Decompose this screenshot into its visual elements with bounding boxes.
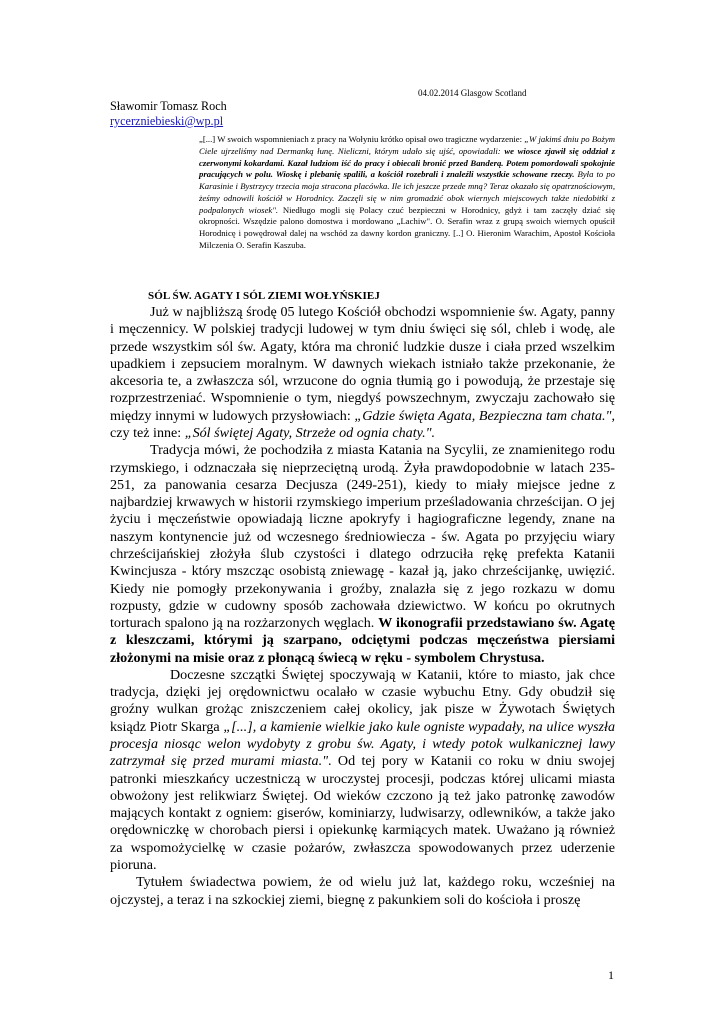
quote-plain-ending: Niedługo mogli się Polacy czuć bezpieczni w Horodnicy, gdyż i tam zaczęły dziać się okropności. Wszędzie palono domostwa i mordowano „Lachiw". O. Serafin wraz z grupą swoich wiernych opuścił Horodnicę i powędrował dalej na wschód za dawny kordon graniczny. [..] O. Hieronim Warachim, Apostoł Kościoła Milczenia O. Serafin Kaszuba. <box>199 204 616 250</box>
author-name: Sławomir Tomasz Roch <box>110 99 227 113</box>
paragraph-2-bold-iconography: W ikonografii przedstawiano św. Agatę z kleszczami, którymi ją szarpano, odciętymi podczas męczeństwa piersiami złożonymi na misie oraz z płonącą świecą w ręku - symbolem Chrystusa. <box>110 615 616 666</box>
proverb-1: „Gdzie święta Agata, Bezpieczna tam chata." <box>354 407 612 424</box>
quote-italic-part2: Była to po Karasinie i Bystrzycy trzecia moja stracona placówka. Ile ich jeszcze przede mną? Teraz okazało się opatrznościowym, żeśmy odnowili kościół w Horodnicy. Zaczęli się w nim gromadzić obok wiernych miejscowych także niedobitki z podpalonych wiosek". <box>199 169 615 215</box>
article-title: SÓL ŚW. AGATY I SÓL ZIEMI WOŁYŃSKIEJ <box>148 290 380 302</box>
page-number: 1 <box>608 968 614 982</box>
paragraph-3-text: Doczesne szczątki Świętej spoczywają w Katanii, które to miasto, jak chce tradycja, dzięki jej orędownictwu ocalało w czasie wybuchu Etny. Gdy obudził się groźny wulkan grożąc zniszczeniem całej okolicy, jak pisze w Żywotach Świętych ksiądz Piotr Skarga <box>110 666 615 735</box>
paragraph-4: Tytułem świadectwa powiem, że od wielu już lat, każdego roku, wcześniej na ojczystej, a teraz i na szkockiej ziemi, biegnę z pakunkiem soli do kościoła i proszę <box>110 874 615 908</box>
paragraph-2 <box>110 442 615 667</box>
quote-italic-part1: „W jakimś dniu po Bożym Ciele ujrzeliśmy nad Dermanką łunę. Nieliczni, którym udało się ujść, opowiadali: <box>199 134 615 156</box>
proverb-2: „Sól świętej Agaty, Strzeże od ognia chaty.". <box>184 424 436 441</box>
skarga-quote: „[...], a kamienie wielkie jako kule ogniste wypadały, na ulice wyszła procesja niosąc welon wydobyty z grobu św. Agaty, i wtedy potok wulkanicznej lawy zatrzymał się przed murami miasta." <box>110 718 616 770</box>
author-block <box>110 99 227 129</box>
dateline: 04.02.2014 Glasgow Scotland <box>418 88 527 98</box>
author-email-link[interactable]: rycerzniebieski@wp.pl <box>110 114 224 128</box>
paragraph-1-connector: , czy też inne: <box>110 407 615 441</box>
paragraph-1 <box>110 304 615 442</box>
quote-intro: „[...] W swoich wspomnieniach z pracy na Wołyniu krótko opisał owo tragiczne wydarzenie: <box>199 134 525 144</box>
quotation-block <box>199 134 615 252</box>
quote-bold-italic-part: we wiosce zjawił się oddział z czerwonymi kokardami. Kazał ludziom iść do pracy i obiecali bronić przed Banderą. Potem pomordowali spokojnie pracujących w polu. Wioskę i plebanię spalili, a kościół rozebrali i znaleźli wszystkie schowane rzeczy. <box>199 145 616 180</box>
paragraph-1-text: Już w najbliższą środę 05 lutego Kościół obchodzi wspomnienie św. Agaty, panny i męczennicy. W polskiej tradycji ludowej w tym dniu święci się sól, chleb i wodę, ale przede wszystkim sól św. Agaty, która ma chronić ludzkie dusze i ciała przed wszelkim upadkiem i zepsuciem moralnym. W dawnych wiekach istniało także przekonanie, że akcesoria te, a zwłaszcza sól, wrzucone do ognia tłumią go i powodują, że przestaje się rozprzestrzeniać. Wspomnienie o tym, niegdyś powszechnym, zwyczaju zachowało się między innymi w ludowych przysłowiach: <box>110 304 615 424</box>
paragraph-3-continuation: . Od tej pory w Katanii co roku w dniu swojej patronki mieszkańcy uczestniczą w uroczystej procesji, podczas której ulicami miasta obwożony jest relikwiarz Świętej. Od wieków czczono ją też jako patronkę zawodów mających kontakt z ogniem: giserów, kominiarzy, ludwisarzy, odlewników, a także jako orędowniczkę w chorobach piersi i opiekunkę karmiących matek. Uważano ją również za wspomożycielkę w czasie pożarów, zwłaszcza spowodowanych przez uderzenie pioruna. <box>110 753 615 873</box>
quotation-paragraph <box>199 134 615 252</box>
paragraph-3 <box>110 667 615 874</box>
article-body <box>110 304 615 909</box>
paragraph-2-text: Tradycja mówi, że pochodziła z miasta Katania na Sycylii, ze znamienitego rodu rzymskiego, i odznaczała się nieprzeciętną urodą. Żyła prawdopodobnie w latach 235-251, za panowania cesarza Decjusza (249-251), kiedy to miały miejsce jedne z najbardziej krwawych w historii rzymskiego imperium prześladowania chrześcijan. O jej życiu i męczeństwie opowiadają liczne apokryfy i hagiograficzne legendy, znane na naszym kontynencie już od wczesnego średniowiecza - św. Agata po przyjęciu wiary chrześcijańskiej złożyła ślub czystości i dlatego odrzuciła rękę prefekta Katanii Kwincjusza - który mszcząc osobistą zniewagę - kazał ją, jako chrześcijankę, uwięzić. Kiedy nie pomogły przekonywania i groźby, znalazła się z jego rozkazu w domu rozpusty, gdzie w cudowny sposób zachowała dziewictwo. W końcu po okrutnych torturach spalono ją na rozżarzonych węglach. <box>110 442 615 632</box>
